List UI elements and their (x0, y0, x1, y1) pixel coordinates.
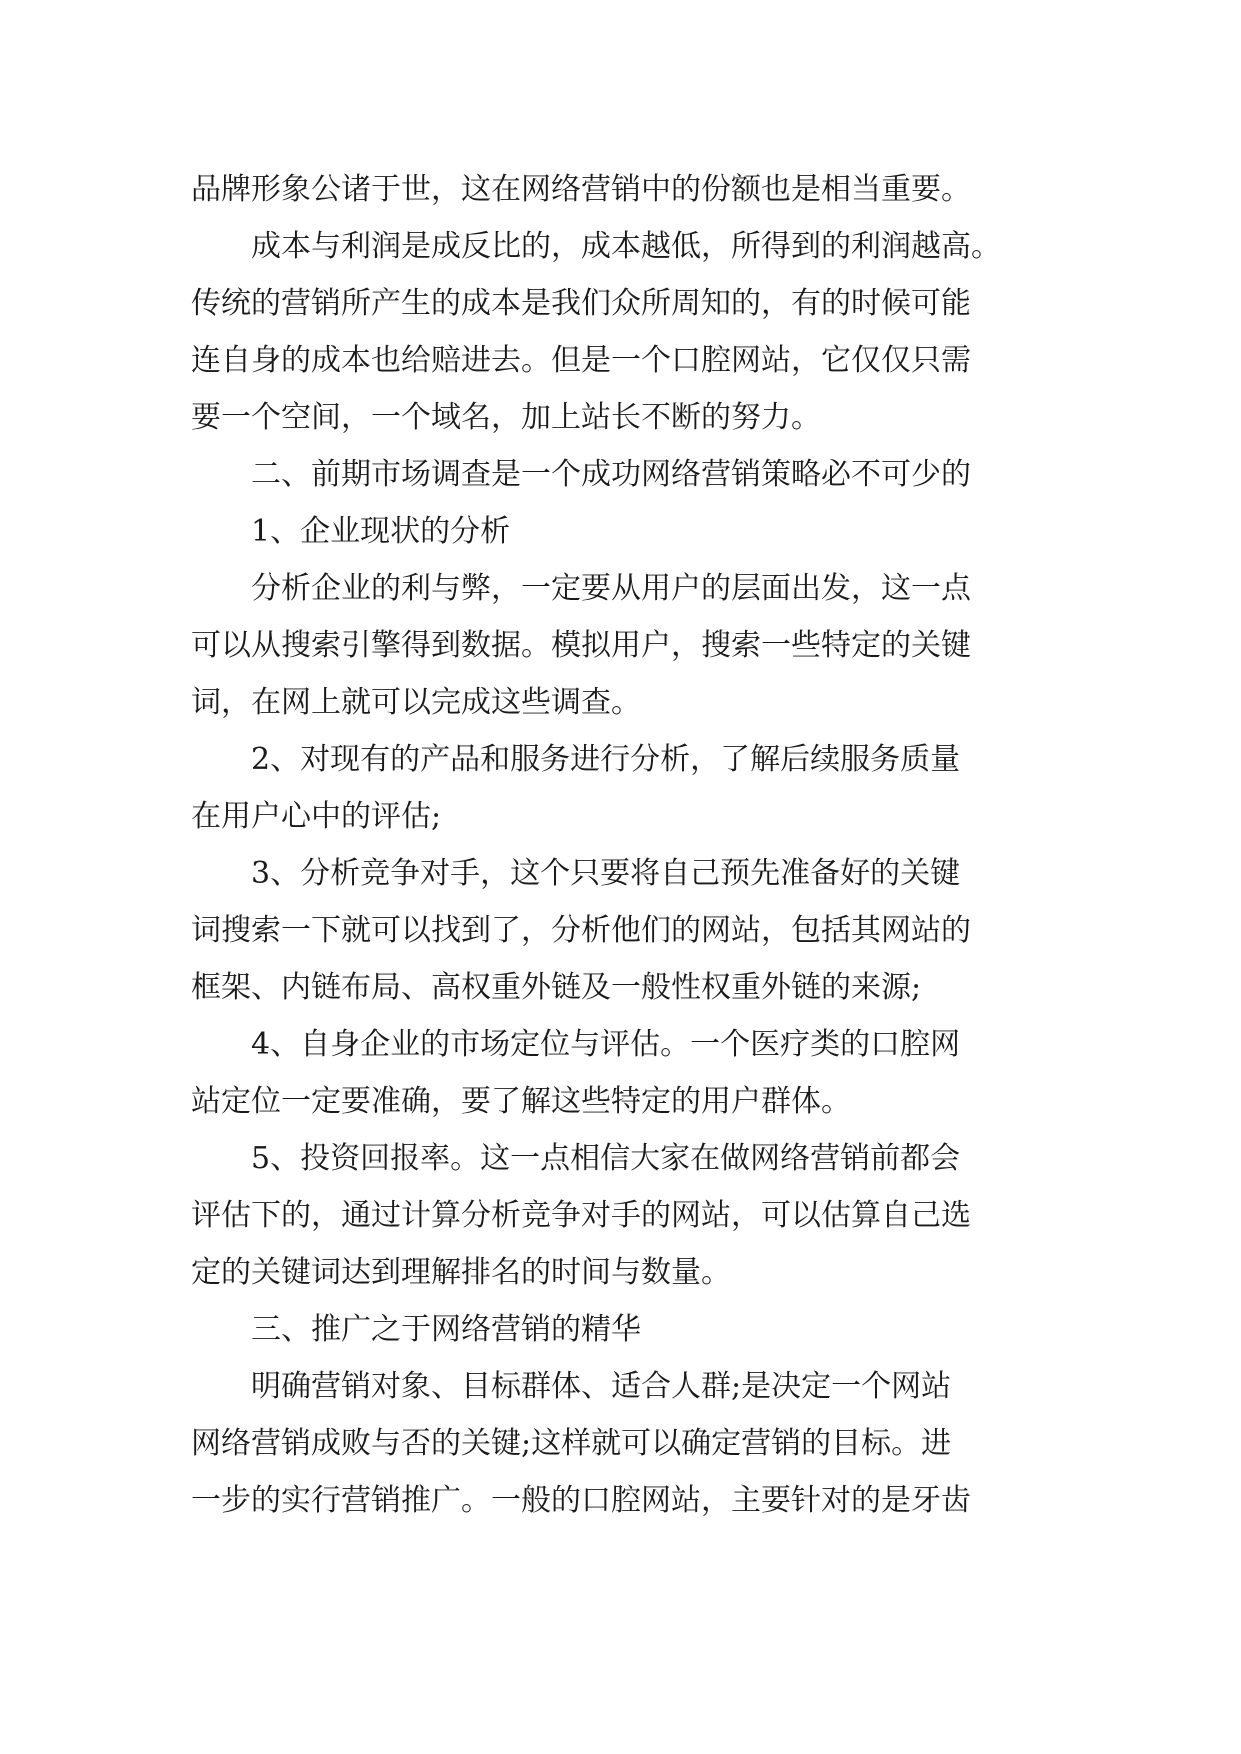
list-item-line: 5、投资回报率。这一点相信大家在做网络营销前都会 (251, 1141, 961, 1176)
text-line: 成本与利润是成反比的，成本越低，所得到的利润越高。 (251, 229, 1001, 264)
section-heading: 二、前期市场调查是一个成功网络营销策略必不可少的 (251, 457, 971, 492)
text-line: 传统的营销所产生的成本是我们众所周知的，有的时候可能 (191, 286, 971, 321)
subsection-heading: 1、企业现状的分析 (251, 514, 511, 549)
list-item-line: 3、分析竞争对手，这个只要将自己预先准备好的关键 (251, 856, 961, 891)
text-line: 框架、内链布局、高权重外链及一般性权重外链的来源; (191, 970, 922, 1005)
text-line: 网络营销成败与否的关键;这样就可以确定营销的目标。进 (191, 1426, 952, 1461)
text-line: 在用户心中的评估; (191, 799, 442, 834)
text-line: 品牌形象公诸于世，这在网络营销中的份额也是相当重要。 (191, 172, 971, 207)
list-item-line: 2、对现有的产品和服务进行分析，了解后续服务质量 (251, 742, 961, 777)
text-line: 定的关键词达到理解排名的时间与数量。 (191, 1255, 731, 1290)
text-line: 要一个空间，一个域名，加上站长不断的努力。 (191, 400, 821, 435)
text-line: 评估下的，通过计算分析竞争对手的网站，可以估算自己选 (191, 1198, 971, 1233)
text-line: 一步的实行营销推广。一般的口腔网站，主要针对的是牙齿 (191, 1483, 971, 1518)
text-line: 站定位一定要准确，要了解这些特定的用户群体。 (191, 1084, 851, 1119)
text-line: 词，在网上就可以完成这些调查。 (191, 685, 641, 720)
section-heading: 三、推广之于网络营销的精华 (251, 1312, 641, 1347)
text-line: 分析企业的利与弊，一定要从用户的层面出发，这一点 (251, 571, 971, 606)
list-item-line: 4、自身企业的市场定位与评估。一个医疗类的口腔网 (251, 1027, 961, 1062)
text-line: 词搜索一下就可以找到了，分析他们的网站，包括其网站的 (191, 913, 971, 948)
text-line: 可以从搜索引擎得到数据。模拟用户，搜索一些特定的关键 (191, 628, 971, 663)
text-line: 连自身的成本也给赔进去。但是一个口腔网站，它仅仅只需 (191, 343, 971, 378)
text-line: 明确营销对象、目标群体、适合人群;是决定一个网站 (251, 1369, 952, 1404)
